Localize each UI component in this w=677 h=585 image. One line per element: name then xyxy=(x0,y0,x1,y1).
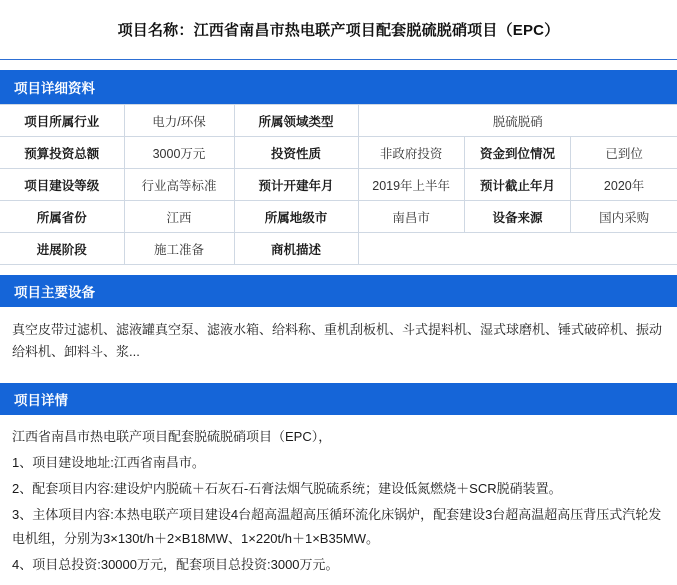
detail-text-block xyxy=(0,415,677,585)
info-label-end-date: 预计截止年月 xyxy=(464,169,570,201)
info-value-invest-nature: 非政府投资 xyxy=(358,137,464,169)
info-value-equipment-source: 国内采购 xyxy=(571,201,677,233)
detail-line: 江西省南昌市热电联产项目配套脱硫脱硝项目（EPC）， xyxy=(12,429,332,444)
table-row xyxy=(0,233,677,265)
table-row xyxy=(0,201,677,233)
table-row xyxy=(0,169,677,201)
section-header-detail: 项目详情 xyxy=(0,383,677,415)
table-row xyxy=(0,105,677,137)
project-info-table xyxy=(0,104,677,265)
spacer-top xyxy=(0,60,677,70)
info-label-budget: 预算投资总额 xyxy=(0,137,124,169)
detail-line: 3、主体项目内容:本热电联产项目建设4台超高温超高压循环流化床锅炉，配套建设3台超高温超高压背压式汽轮发电机组，分别为3×130t/h＋2×B18MW、1×220t/h＋1×B35MW。 xyxy=(12,507,662,546)
info-value-city: 南昌市 xyxy=(358,201,464,233)
info-label-build-grade: 项目建设等级 xyxy=(0,169,124,201)
info-value-opportunity-desc xyxy=(358,233,677,265)
info-value-province: 江西 xyxy=(124,201,234,233)
equipment-text: 真空皮带过滤机、滤液罐真空泵、滤液水箱、给料称、重机刮板机、斗式提料机、湿式球磨机、锤式破碎机、振动给料机、卸料斗、浆... xyxy=(12,322,663,359)
info-label-fund-status: 资金到位情况 xyxy=(464,137,570,169)
info-label-city: 所属地级市 xyxy=(234,201,358,233)
info-label-industry: 项目所属行业 xyxy=(0,105,124,137)
section-header-info: 项目详细资料 xyxy=(0,70,677,104)
info-label-field-type: 所属领域类型 xyxy=(234,105,358,137)
info-value-stage: 施工准备 xyxy=(124,233,234,265)
spacer-mid-1 xyxy=(0,265,677,275)
page-title-bar xyxy=(0,0,677,60)
info-value-budget: 3000万元 xyxy=(124,137,234,169)
info-label-equipment-source: 设备来源 xyxy=(464,201,570,233)
info-label-stage: 进展阶段 xyxy=(0,233,124,265)
info-value-start-date: 2019年上半年 xyxy=(358,169,464,201)
info-value-industry: 电力/环保 xyxy=(124,105,234,137)
info-label-invest-nature: 投资性质 xyxy=(234,137,358,169)
info-label-opportunity-desc: 商机描述 xyxy=(234,233,358,265)
detail-line: 1、项目建设地址:江西省南昌市。 xyxy=(12,455,205,470)
detail-line: 2、配套项目内容:建设炉内脱硫＋石灰石-石膏法烟气脱硫系统；建设低氮燃烧＋SCR脱硝装置。 xyxy=(12,481,562,496)
info-label-start-date: 预计开建年月 xyxy=(234,169,358,201)
info-label-province: 所属省份 xyxy=(0,201,124,233)
section-header-equipment: 项目主要设备 xyxy=(0,275,677,307)
table-row xyxy=(0,137,677,169)
page-title: 项目名称：江西省南昌市热电联产项目配套脱硫脱硝项目（EPC） xyxy=(117,22,560,39)
info-value-field-type: 脱硫脱硝 xyxy=(358,105,677,137)
info-value-build-grade: 行业高等标准 xyxy=(124,169,234,201)
detail-line: 4、项目总投资:30000万元，配套项目总投资:3000万元。 xyxy=(12,557,339,572)
info-value-end-date: 2020年 xyxy=(571,169,677,201)
info-value-fund-status: 已到位 xyxy=(571,137,677,169)
